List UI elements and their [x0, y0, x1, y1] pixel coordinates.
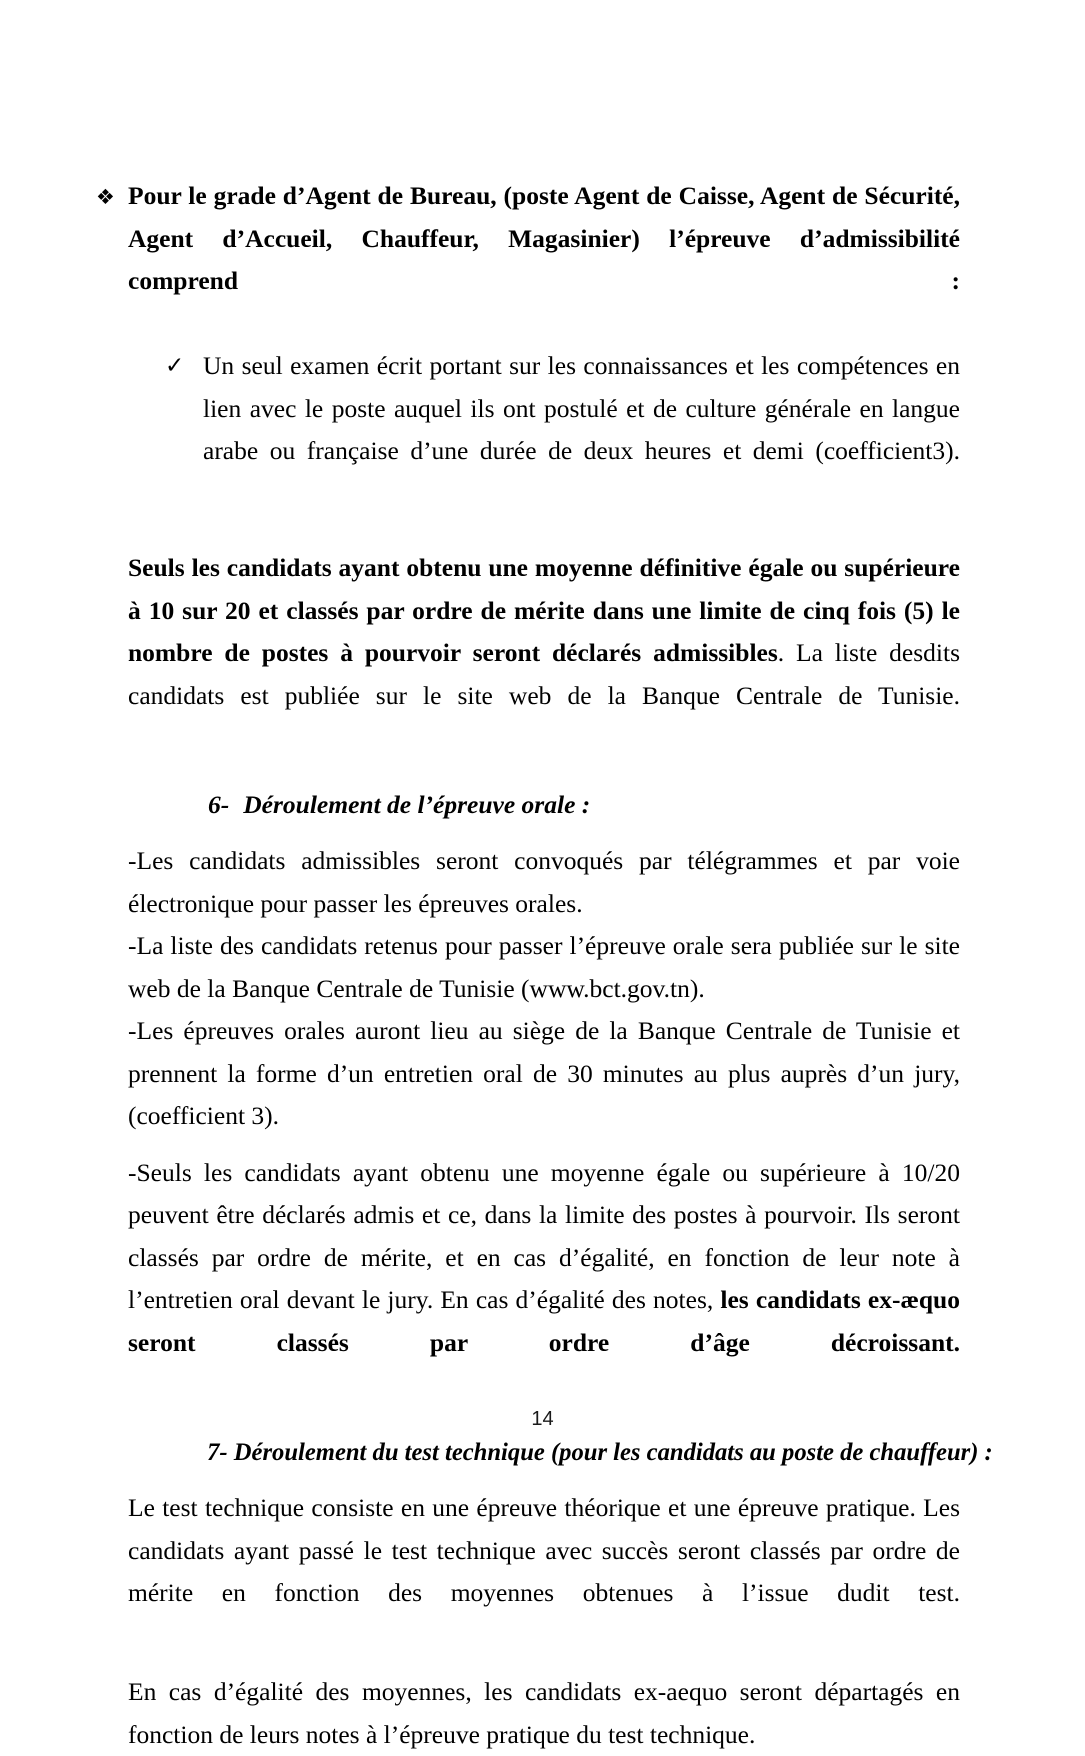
- bullet-item-grade-agent-bureau: [98, 175, 960, 345]
- bullet-text-grade-agent-bureau: Pour le grade d’Agent de Bureau, (poste Agent de Caisse, Agent de Sécurité, Agent d’Accueil, Chauffeur, Magasinier) l’épreuve d’admissibilité comprend :: [128, 181, 960, 295]
- admissibility-rest-text: . La liste desdits candidats est publiée sur le site web de la Banque Centrale de Tunisie.: [128, 638, 960, 710]
- checkmark-bullet-icon: ✓: [165, 353, 185, 379]
- spacer: [128, 1473, 960, 1487]
- paragraph-oral-list-publication: -La liste des candidats retenus pour passer l’épreuve orale sera publiée sur le site web de la Banque Centrale de Tunisie (www.bct.gov.tn).: [128, 931, 960, 1003]
- paragraph-technical-test-description: Le test technique consiste en une épreuve théorique et une épreuve pratique. Les candidats ayant passé le test technique avec succès seront classés par ordre de mérite en fonction des moyennes obtenues à l’issue dudit test.: [128, 1493, 960, 1607]
- paragraph-oral-location-format: -Les épreuves orales auront lieu au siège de la Banque Centrale de Tunisie et prennent la forme d’un entretien oral de 30 minutes au plus auprès d’un jury, (coefficient 3).: [128, 1016, 960, 1130]
- paragraph-oral-convocation: -Les candidats admissibles seront convoqués par télégrammes et par voie électronique pour passer les épreuves orales.: [128, 846, 960, 918]
- paragraph-admissibility: [128, 547, 960, 760]
- bullet-text-exam-description: Un seul examen écrit portant sur les connaissances et les compétences en lien avec le poste auquel ils ont postulé et de culture générale en langue arabe ou française d’une durée de deux heures et demi (coefficient3).: [203, 351, 960, 465]
- document-body: [96, 175, 993, 1756]
- section-heading-6: [128, 784, 960, 827]
- oral-criteria-bold-text: les candidats ex-æquo seront classés par ordre d’âge décroissant.: [128, 1285, 960, 1357]
- section-heading-7: 7- Déroulement du test technique (pour les candidats au poste de chauffeur) :: [207, 1436, 993, 1466]
- paragraph-oral-admission-criteria: [128, 1152, 960, 1407]
- section-6-title: Déroulement de l’épreuve orale :: [243, 789, 591, 819]
- admissibility-bold-text: Seuls les candidats ayant obtenu une moyenne définitive égale ou supérieure à 10 sur 20 et classés par ordre de mérite dans une limite de cinq fois (5) le nombre de postes à pourvoir seront déclarés admissibles: [128, 553, 960, 667]
- page-number: 14: [531, 1408, 554, 1430]
- paragraph-technical-tiebreak: En cas d’égalité des moyennes, les candidats ex-aequo seront départagés en fonction de leurs notes à l’épreuve pratique du test technique.: [128, 1677, 960, 1749]
- oral-criteria-normal-text: -Seuls les candidats ayant obtenu une moyenne égale ou supérieure à 10/20 peuvent être déclarés admis et ce, dans la limite des postes à pourvoir. Ils seront classés par ordre de mérite, et en cas d’égalité, en fonction de leur note à l’entretien oral devant le jury. En cas d’égalité des notes,: [128, 1157, 960, 1314]
- bullet-item-exam-description: [165, 345, 960, 515]
- spacer: [128, 1138, 960, 1152]
- spacer: [128, 826, 960, 840]
- section-6-number: 6-: [208, 789, 230, 819]
- spacer: [128, 1657, 960, 1671]
- diamond-bullet-icon: ❖: [96, 185, 115, 209]
- spacer: [128, 515, 960, 547]
- spacer: [128, 760, 960, 784]
